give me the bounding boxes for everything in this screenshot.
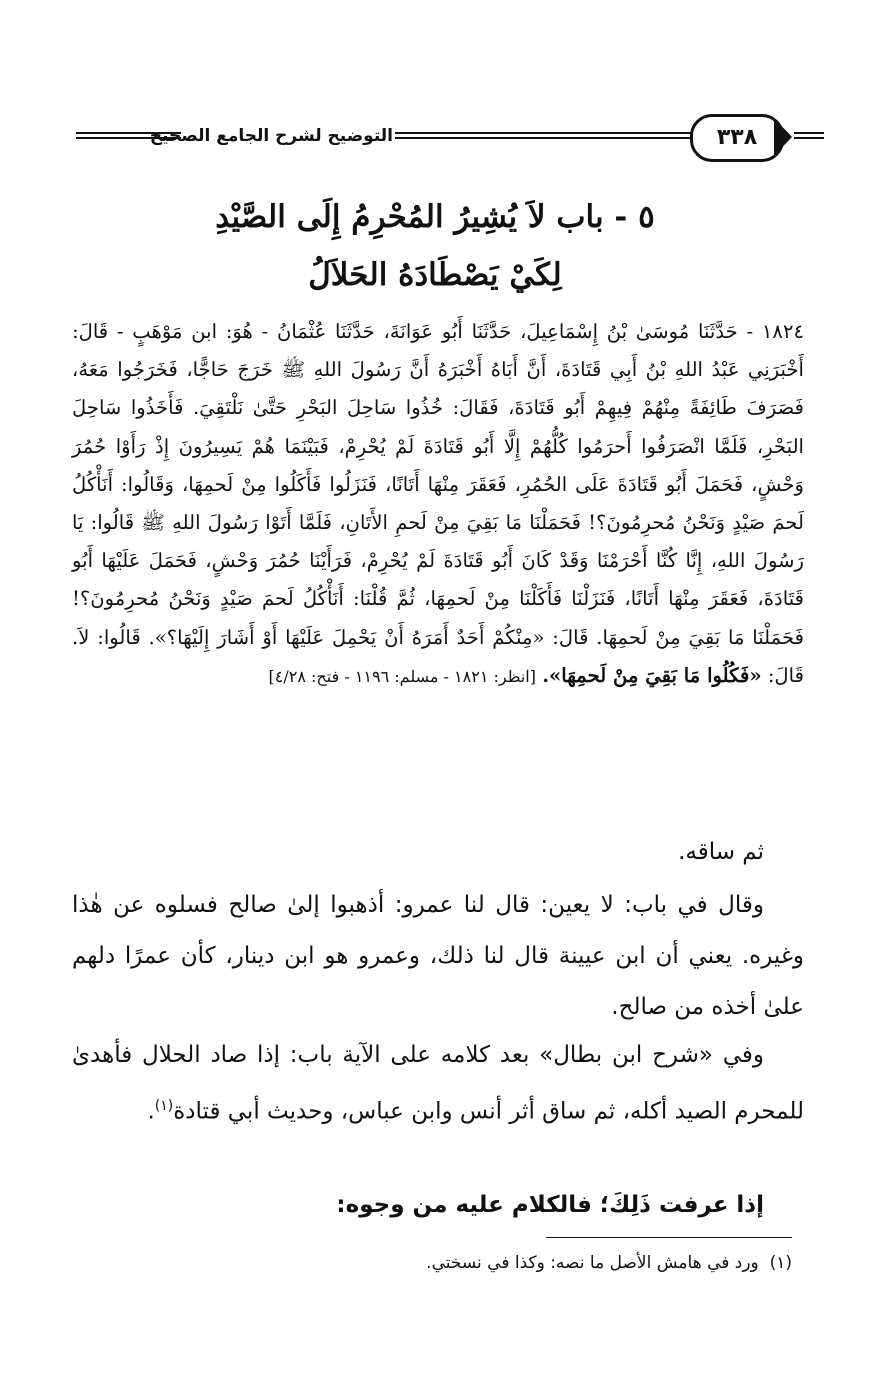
footnote-separator [546, 1237, 792, 1238]
page-number-arrow-icon [774, 118, 792, 156]
running-title: التوضيح لشرح الجامع الصحيح [149, 126, 393, 146]
chapter-heading-line-2: لِكَيْ يَصْطَادَهُ الحَلاَلُ [308, 257, 562, 293]
footnote [72, 1246, 792, 1280]
paragraph-idha [72, 1180, 804, 1231]
hadith-references: [انظر: ١٨٢١ - مسلم: ١١٩٦ - فتح: ٤/٢٨] [268, 666, 536, 686]
paragraph-sharh-end: . [147, 1098, 155, 1125]
footnote-reference[interactable]: (١) [154, 1098, 174, 1114]
header-rule-right [794, 132, 824, 139]
paragraph-wa-qala-text: وقال في باب: لا يعين: قال لنا عمرو: أذهبوا إلىٰ صالح فسلوه عن هٰذا وغيره. يعني أن ابن عيينة قال لنا ذلك، وعمرو هو ابن دينار، كأن عمرًا دلهم علىٰ أخذه من صالح. [72, 892, 804, 1020]
footnote-text: ورد في هامش الأصل ما نصه: وكذا في نسختي. [426, 1253, 759, 1273]
chapter-heading [60, 188, 810, 304]
hadith-main-text: ١٨٢٤ - حَدَّثَنَا مُوسَىٰ بْنُ إِسْمَاعِيلَ، حَدَّثَنَا أَبُو عَوَانَةَ، حَدَّثَنَا عُثْمَانُ - هُوَ: ابن مَوْهَبٍ - قَالَ: أَخْبَرَنِي عَبْدُ اللهِ بْنُ أَبِي قَتَادَةَ، أَنَّ أَبَاهُ أَخْبَرَهُ أَنَّ رَسُولَ اللهِ ﷺ خَرَجَ حَاجًّا، فَخَرَجُوا مَعَهُ، فَصَرَفَ طَائِفَةً مِنْهُمْ فِيهِمْ أَبُو قَتَادَةَ، فَقَالَ: خُذُوا سَاحِلَ البَحْرِ حَتَّىٰ نَلْتَقِيَ. فَأَخَذُوا سَاحِلَ البَحْرِ، فَلَمَّا انْصَرَفُوا أَحرَمُوا كُلُّهُمْ إِلَّا أَبُو قَتَادَةَ لَمْ يُحْرِمْ، فَبَيْنَمَا هُمْ يَسِيرُونَ إِذْ رَأَوْا حُمُرَ وَحْشٍ، فَحَمَلَ أَبُو قَتَادَةَ عَلَى الحُمُرِ، فَعَقَرَ مِنْهَا أَتَانًا، فَنَزَلُوا فَأَكَلُوا مِنْ لَحمِهَا، وَقَالُوا: أَنَأْكُلُ لَحمَ صَيْدٍ وَنَحْنُ مُحرِمُونَ؟! فَحَمَلْنَا مَا بَقِيَ مِنْ لَحمِ الأَتَانِ، فَلَمَّا أَتَوْا رَسُولَ اللهِ ﷺ قَالُوا: يَا رَسُولَ اللهِ، إِنَّا كُنَّا أَحْرَمْنَا وَقَدْ كَانَ أَبُو قَتَادَةَ لَمْ يُحْرِمْ، فَرَأَيْنَا حُمُرَ وَحْشٍ، فَحَمَلَ عَلَيْهَا أَبُو قَتَادَةَ، فَعَقَرَ مِنْهَا أَتَانًا، فَنَزَلْنَا فَأَكَلْنَا مِنْ لَحمِهَا، ثُمَّ قُلْنَا: أَنَأْكُلُ لَحمَ صَيْدٍ وَنَحْنُ مُحرِمُونَ؟! فَحَمَلْنَا مَا بَقِيَ مِنْ لَحمِهَا. قَالَ: «مِنْكُمْ أَحَدٌ أَمَرَهُ أَنْ يَحْمِلَ عَلَيْهَا أَوْ أَشَارَ إِلَيْهَا؟». قَالُوا: لاَ. قَالَ: [72, 320, 804, 687]
paragraph-then-text: ثم ساقه. [678, 839, 764, 865]
page-header [70, 118, 800, 162]
hadith-final-saying: «فَكُلُوا مَا بَقِيَ مِنْ لَحمِهَا». [542, 663, 762, 687]
paragraph-sharh-text: وفي «شرح ابن بطال» بعد كلامه على الآية باب: إذا صاد الحلال فأهدىٰ للمحرم الصيد أكله، ثم ساق أثر أنس وابن عباس، وحديث أبي قتادة [72, 1042, 804, 1125]
hadith-text [72, 313, 804, 696]
footnote-number: (١) [769, 1253, 792, 1273]
paragraph-idha-text: إذا عرفت ذَلِكَ؛ فالكلام عليه من وجوه: [336, 1192, 764, 1218]
page-number: ٣٣٨ [690, 114, 784, 162]
chapter-heading-line-1: ٥ - باب لاَ يُشِيرُ المُحْرِمُ إِلَى الصَّيْدِ [215, 199, 655, 235]
paragraph-wa-qala [72, 880, 804, 1033]
paragraph-then [72, 827, 804, 878]
paragraph-sharh-ibn-battal [72, 1030, 804, 1138]
